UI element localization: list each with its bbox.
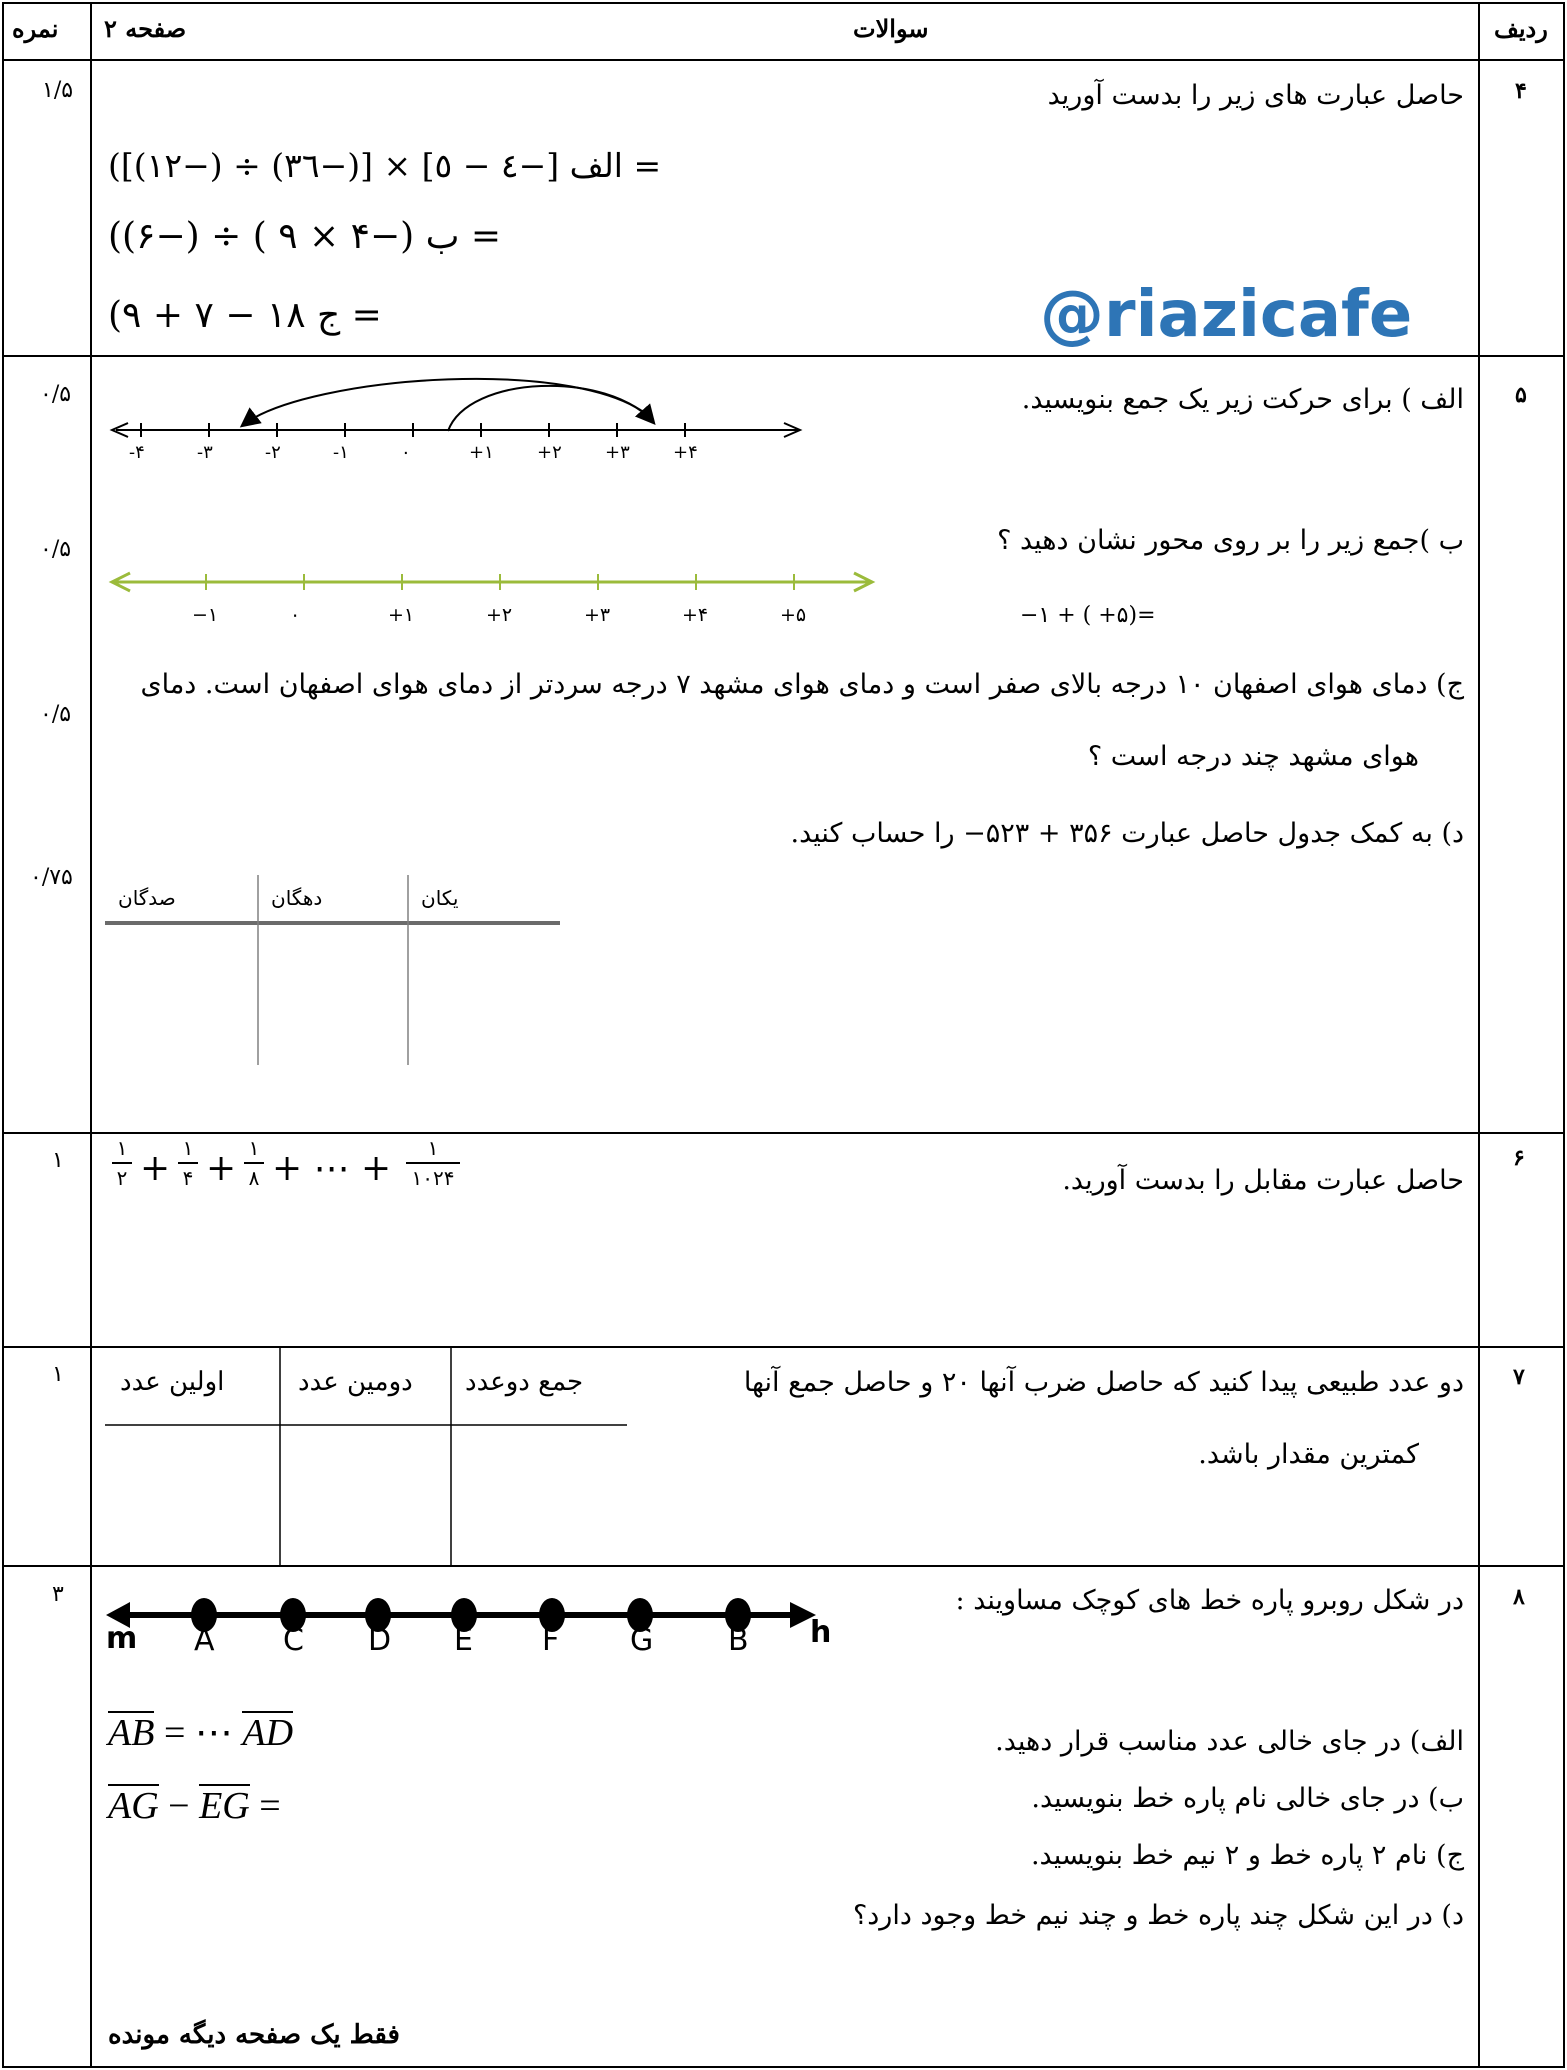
q7-text-line1: دو عدد طبیعی پیدا کنید که حاصل ضرب آنها ۲۰ و حاصل جمع آنها [743, 1367, 1464, 1398]
q8-part-a: الف) در جای خالی عدد مناسب قرار دهید. [995, 1726, 1464, 1757]
q8-score: ۳ [52, 1582, 64, 1607]
segment-ad: AD [242, 1712, 294, 1754]
number-line-1-tick-label: +۱ [469, 442, 494, 463]
q6-fraction [402, 1136, 464, 1190]
number-line-2-tick-label: ۰ [290, 604, 301, 626]
ray-end-m: m [106, 1621, 138, 1656]
point-label: A [194, 1623, 215, 1658]
q5-row-number: ۵ [1515, 382, 1527, 408]
watermark-logo: @riazicafe [1040, 278, 1413, 352]
q5-score-d: ۰/۷۵ [30, 865, 73, 890]
header-questions: سوالات [853, 14, 929, 43]
point-label: D [368, 1623, 392, 1658]
q6-score: ۱ [52, 1148, 64, 1173]
q8-row-number: ۸ [1513, 1584, 1525, 1610]
point-label: B [728, 1623, 749, 1658]
q7-table-header-second: دومین عدد [298, 1367, 413, 1397]
q5-score-c: ۰/۵ [40, 702, 72, 727]
q4-prompt: حاصل عبارت های زیر را بدست آورید [1047, 80, 1464, 111]
footer-note: فقط یک صفحه دیگه مونده [108, 2020, 400, 2050]
eq1-mid: = ⋯ [154, 1712, 243, 1754]
q7-text-line2: کمترین مقدار باشد. [1198, 1439, 1419, 1470]
header-row: ردیف [1494, 14, 1548, 43]
header-score: نمره [12, 14, 59, 43]
point-label: C [283, 1623, 304, 1658]
fraction-denominator: ۱۰۲۴ [411, 1166, 455, 1190]
q6-fraction [240, 1136, 268, 1190]
table-header-units: یکان [421, 886, 459, 910]
q8-part-d: د) در این شکل چند پاره خط و چند نیم خط وجود دارد؟ [852, 1900, 1464, 1931]
number-line-2-tick-label: +۵ [780, 604, 807, 626]
number-line-2-tick-label: +۲ [486, 604, 513, 626]
q6-operator: + [140, 1148, 171, 1189]
fraction-denominator: ۴ [182, 1166, 194, 1190]
q8-part-c: ج) نام ۲ پاره خط و ۲ نیم خط بنویسید. [1030, 1840, 1464, 1871]
q8-equation-1 [108, 1710, 293, 1755]
q6-row-number: ۶ [1513, 1145, 1525, 1171]
header-page: صفحه ۲ [104, 14, 187, 43]
q8-equation-2 [108, 1784, 281, 1828]
q5-prompt-b: ب )جمع زیر را بر روی محور نشان دهید ؟ [997, 525, 1464, 556]
fraction-numerator: ۱ [182, 1136, 194, 1160]
number-line-1-tick-label: -۴ [129, 442, 145, 463]
number-line-1-tick-label: +۳ [605, 442, 630, 463]
q5-prompt-c-line1: ج) دمای هوای اصفهان ۱۰ درجه بالای صفر است و دمای هوای مشهد ۷ درجه سردتر از دمای هوای اصفهان است. دمای [140, 669, 1464, 700]
fraction-numerator: ۱ [116, 1136, 128, 1160]
q6-fraction [108, 1136, 136, 1190]
q7-table-header-first: اولین عدد [120, 1367, 225, 1397]
q5-prompt-c-line2: هوای مشهد چند درجه است ؟ [1087, 741, 1419, 772]
q7-table-header-sum: جمع دوعدد [465, 1367, 584, 1397]
number-line-1-tick-label: -۱ [333, 442, 349, 463]
segment-eg: EG [199, 1785, 250, 1827]
eq2-end: = [249, 1785, 281, 1827]
number-line-2-tick-label: +۱ [388, 604, 415, 626]
point-label: E [454, 1623, 473, 1658]
q5-score-b: ۰/۵ [40, 537, 72, 562]
number-line-2 [108, 560, 878, 610]
q6-operator: + [206, 1148, 237, 1189]
q5-prompt-a: الف ) برای حرکت زیر یک جمع بنویسید. [1021, 384, 1464, 415]
point-label: G [630, 1623, 654, 1658]
ray-end-h: h [810, 1615, 832, 1650]
q4-score: ۱/۵ [42, 78, 74, 103]
fraction-denominator: ۸ [248, 1166, 260, 1190]
q4-part-a: (الف [−٤ − ٥] × [(−٣٦) ÷ (−١٢)] = [108, 146, 662, 185]
number-line-1-tick-label: +۲ [537, 442, 562, 463]
q5-prompt-d: د) به کمک جدول حاصل عبارت ۳۵۶ + ۵۲۳− را حساب کنید. [790, 818, 1464, 849]
q4-row-number: ۴ [1515, 78, 1527, 104]
number-line-2-tick-label: −۱ [192, 604, 219, 626]
q7-row-number: ۷ [1513, 1364, 1525, 1390]
fraction-numerator: ۱ [427, 1136, 439, 1160]
eq2-mid: − [158, 1785, 200, 1827]
q5-b-expression: −۱ + ( +۵)= [1020, 603, 1156, 628]
fraction-bar [244, 1162, 264, 1164]
q6-operator: + ⋯ + [272, 1148, 392, 1189]
number-line-1-tick-label: -۳ [197, 442, 213, 463]
fraction-bar [112, 1162, 132, 1164]
q7-score: ۱ [52, 1362, 64, 1387]
q4-part-b: (ب (−۴ × ۹ ) ÷ (−۶) = [108, 216, 502, 257]
q6-fraction [174, 1136, 202, 1190]
point-label: F [542, 1623, 560, 1658]
fraction-bar [406, 1162, 460, 1164]
number-line-1-tick-label: ۰ [401, 442, 411, 463]
fraction-bar [178, 1162, 198, 1164]
number-line-2-tick-label: +۳ [584, 604, 611, 626]
q4-part-c: (ج ۱۸ − ۷ + ۹ = [108, 295, 382, 336]
q6-prompt: حاصل عبارت مقابل را بدست آورید. [1062, 1165, 1464, 1196]
q5-score-a: ۰/۵ [40, 382, 72, 407]
number-line-1-tick-label: -۲ [265, 442, 281, 463]
table-header-hundreds: صدگان [118, 886, 176, 910]
number-line-1 [108, 365, 808, 475]
fraction-denominator: ۲ [116, 1166, 128, 1190]
number-line-2-tick-label: +۴ [682, 604, 709, 626]
fraction-numerator: ۱ [248, 1136, 260, 1160]
table-header-tens: دهگان [271, 886, 323, 910]
q8-part-b: ب) در جای خالی نام پاره خط بنویسید. [1031, 1783, 1464, 1814]
segment-ab: AB [108, 1712, 155, 1754]
number-line-1-tick-label: +۴ [673, 442, 698, 463]
q8-prompt: در شکل روبرو پاره خط های کوچک مساویند : [955, 1585, 1464, 1616]
segment-ag: AG [108, 1785, 159, 1827]
